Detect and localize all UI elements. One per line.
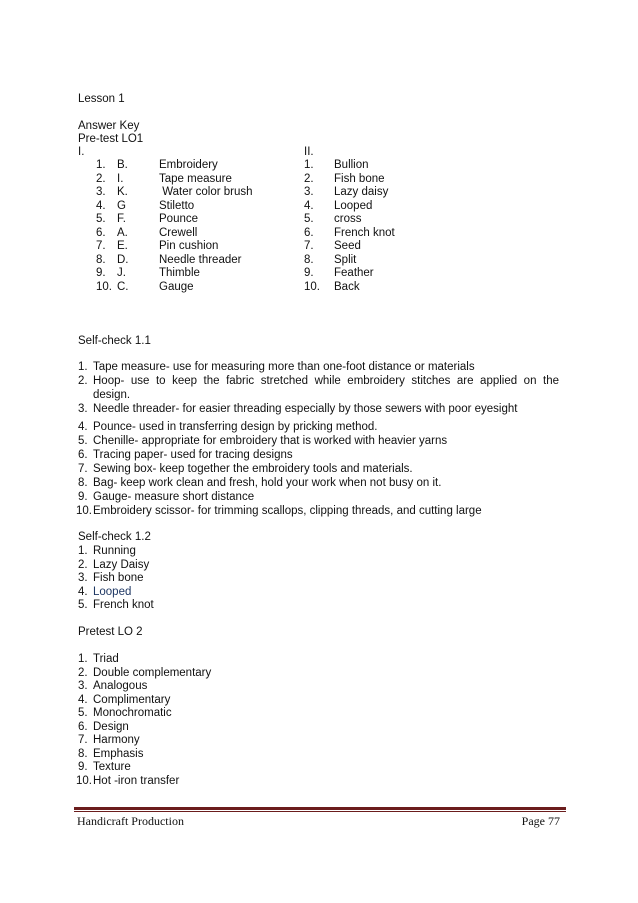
item-text: Analogous: [93, 680, 148, 692]
item-text-continuation: design.: [93, 389, 131, 401]
footer-rule-thick: [74, 807, 566, 810]
item-text: Triad: [93, 653, 119, 665]
item-number: 5.: [78, 707, 88, 719]
item-text: Embroidery scissor- for trimming scallops, clipping threads, and cutting large: [93, 505, 482, 517]
item-number: 8.: [78, 477, 88, 489]
item-number: 7.: [78, 463, 88, 475]
item-letter: K.: [117, 186, 128, 198]
item-answer: Fish bone: [334, 172, 385, 185]
item-number: 4.: [96, 199, 106, 212]
answer-row: [0, 267, 638, 281]
item-number: 2.: [78, 558, 88, 571]
item-term: Thimble: [159, 267, 200, 279]
item-text: Chenille- appropriate for embroidery that is worked with heavier yarns: [93, 435, 448, 447]
item-answer: Split: [334, 253, 357, 266]
item-number: 1.: [78, 361, 88, 373]
answer-row: [0, 281, 638, 295]
item-answer: Lazy daisy: [334, 186, 389, 198]
item-text: Double complementary: [93, 666, 212, 679]
item-letter: J.: [117, 267, 126, 279]
footer-document-title: Handicraft Production: [77, 814, 184, 828]
item-number: 10.: [76, 774, 92, 787]
item-number: 6.: [78, 720, 88, 733]
item-text: Design: [93, 720, 129, 733]
item-number: 2.: [304, 172, 314, 185]
item-text: Pounce- used in transferring design by pricking method.: [93, 421, 378, 433]
item-text: Lazy Daisy: [93, 558, 150, 571]
item-number: 9.: [304, 267, 314, 279]
item-letter: G: [117, 199, 126, 212]
item-text: Complimentary: [93, 693, 171, 706]
item-number: 7.: [78, 734, 88, 746]
item-number: 3.: [96, 186, 106, 198]
item-number: 10.: [304, 280, 320, 293]
item-number: 10.: [76, 505, 92, 517]
self-check-1-2-title: Self-check 1.2: [78, 531, 151, 543]
self-check-1-1-title: Self-check 1.1: [78, 335, 151, 347]
item-number: 2.: [78, 666, 88, 679]
item-text: French knot: [93, 599, 154, 611]
answer-row: [0, 186, 638, 200]
item-answer: Seed: [334, 240, 361, 252]
item-number: 8.: [96, 253, 106, 266]
item-term: Crewell: [159, 226, 198, 239]
item-text: Tape measure- use for measuring more than one-foot distance or materials: [93, 361, 475, 373]
item-number: 1.: [304, 159, 314, 171]
item-number: 3.: [78, 680, 88, 692]
item-number: 5.: [304, 213, 314, 225]
answer-row: [0, 159, 638, 173]
item-number: 5.: [78, 599, 88, 611]
item-text: Running: [93, 545, 136, 557]
item-term: Stiletto: [159, 199, 195, 212]
item-text: Tracing paper- used for tracing designs: [93, 449, 293, 461]
part-1-heading: I.: [78, 146, 85, 158]
item-term: Needle threader: [159, 253, 242, 266]
item-letter: B.: [117, 159, 128, 171]
lesson-title: Lesson 1: [78, 93, 125, 105]
item-answer: cross: [334, 213, 362, 225]
item-text: Bag- keep work clean and fresh, hold your work when not busy on it.: [93, 477, 442, 489]
item-number: 6.: [78, 449, 88, 461]
item-letter: C.: [117, 280, 129, 293]
item-text: Harmony: [93, 734, 140, 746]
item-number: 9.: [96, 267, 106, 279]
item-text: Gauge- measure short distance: [93, 491, 255, 503]
item-answer: Feather: [334, 267, 374, 279]
item-answer: Back: [334, 280, 360, 293]
footer-rule-thin: [74, 811, 566, 812]
answer-key-title: Answer Key: [78, 120, 140, 132]
item-letter: D.: [117, 253, 129, 266]
item-number: 4.: [78, 585, 88, 598]
item-term: Embroidery: [159, 159, 218, 171]
item-text: Hot -iron transfer: [93, 774, 180, 787]
item-number: 4.: [78, 693, 88, 706]
item-text: Texture: [93, 761, 131, 773]
item-term: Pounce: [159, 213, 199, 225]
item-term: Water color brush: [159, 186, 253, 198]
item-text: Monochromatic: [93, 707, 172, 719]
item-number: 8.: [78, 747, 88, 760]
item-number: 6.: [96, 226, 106, 239]
item-term: Pin cushion: [159, 240, 219, 252]
item-number: 1.: [78, 545, 88, 557]
item-text: Needle threader- for easier threading especially by those sewers with poor eyesight: [93, 403, 518, 415]
item-text: Looped: [93, 585, 132, 598]
item-letter: A.: [117, 226, 128, 239]
item-number: 3.: [304, 186, 314, 198]
item-text: Fish bone: [93, 572, 144, 584]
item-term: Gauge: [159, 280, 194, 293]
pretest-lo2-title: Pretest LO 2: [78, 626, 143, 638]
item-number: 3.: [78, 403, 88, 415]
answer-row: [0, 200, 638, 214]
answer-row: [0, 227, 638, 241]
footer-page-number: Page 77: [521, 814, 560, 828]
item-number: 4.: [304, 199, 314, 212]
item-letter: F.: [117, 213, 126, 225]
item-letter: I.: [117, 172, 124, 185]
answer-row: [0, 240, 638, 254]
item-number: 1.: [96, 159, 106, 171]
item-number: 10.: [96, 280, 112, 293]
item-number: 8.: [304, 253, 314, 266]
item-letter: E.: [117, 240, 128, 252]
item-answer: Looped: [334, 199, 373, 212]
item-text: Emphasis: [93, 747, 144, 760]
item-number: 6.: [304, 226, 314, 239]
item-text: Sewing box- keep together the embroidery tools and materials.: [93, 463, 413, 475]
item-number: 5.: [96, 213, 106, 225]
pretest-lo1-title: Pre-test LO1: [78, 133, 144, 145]
item-number: 9.: [78, 491, 88, 503]
item-number: 2.: [78, 375, 88, 387]
item-number: 7.: [304, 240, 314, 252]
item-number: 9.: [78, 761, 88, 773]
item-answer: Bullion: [334, 159, 369, 171]
item-number: 5.: [78, 435, 88, 447]
answer-row: [0, 254, 638, 268]
item-number: 3.: [78, 572, 88, 584]
item-number: 1.: [78, 653, 88, 665]
item-text: Hoop- use to keep the fabric stretched while embroidery stitches are applied on the: [93, 375, 559, 387]
item-number: 2.: [96, 172, 106, 185]
item-term: Tape measure: [159, 172, 232, 185]
answer-row: [0, 213, 638, 227]
answer-row: [0, 173, 638, 187]
item-number: 4.: [78, 421, 88, 433]
item-answer: French knot: [334, 226, 395, 239]
item-number: 7.: [96, 240, 106, 252]
part-2-heading: II.: [304, 146, 314, 158]
